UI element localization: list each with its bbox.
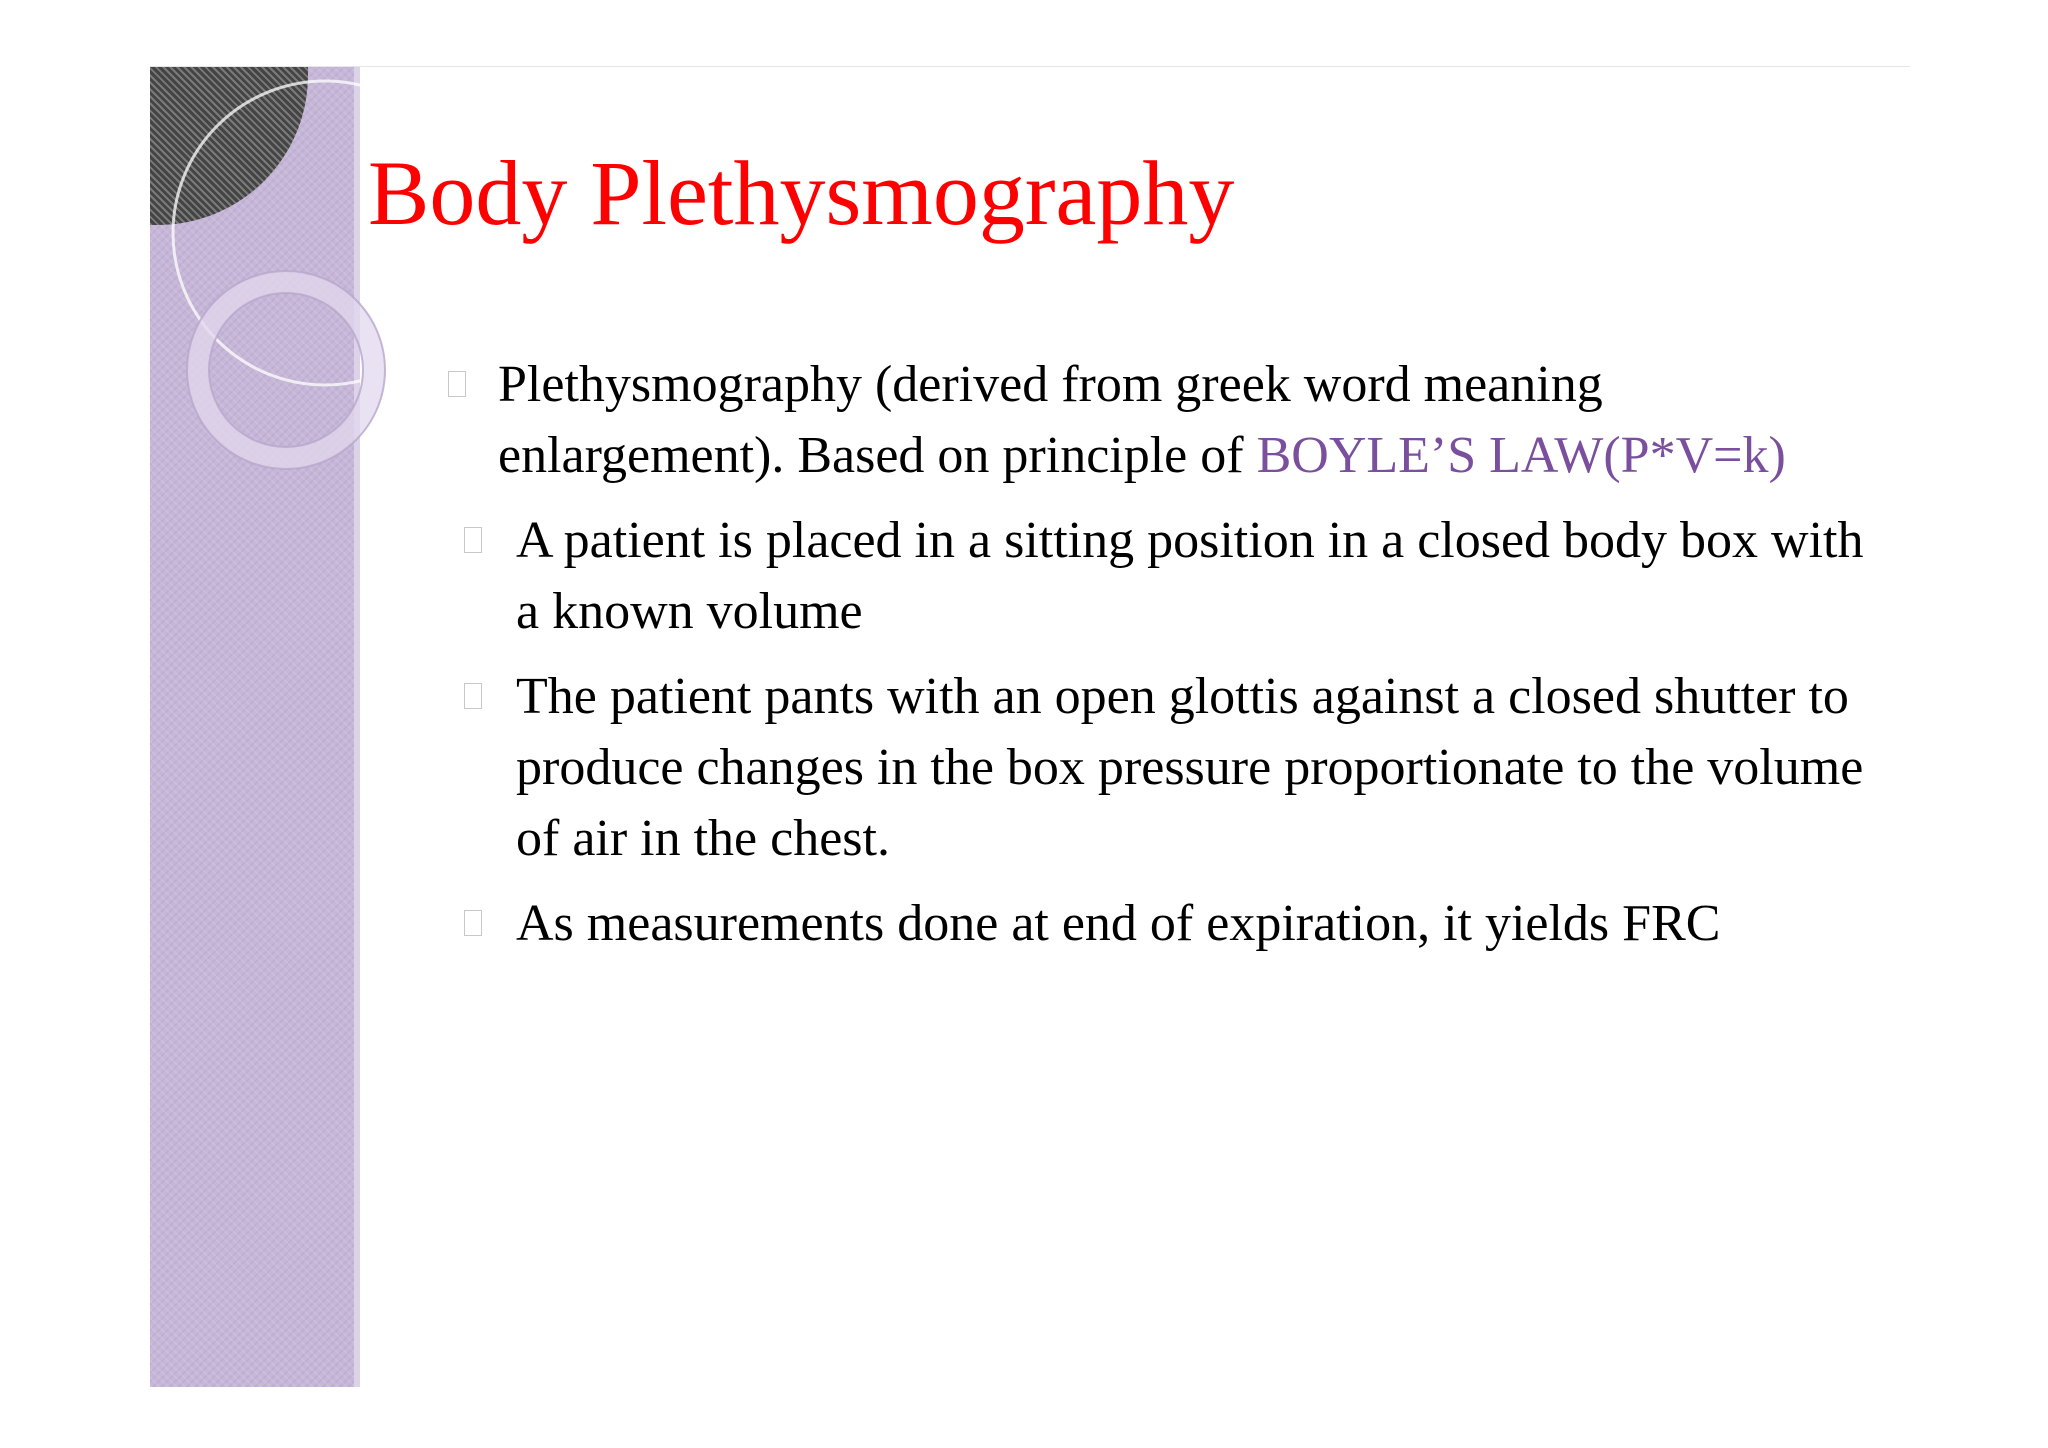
bullet-item <box>446 661 1886 874</box>
circle-rings-decoration <box>150 67 410 487</box>
bullet-text: The patient pants with an open glottis against a closed shutter to produce changes in the box pressure proportionate to the volume of air in the chest. <box>516 668 1864 867</box>
square-bullet-icon <box>464 683 482 709</box>
slide-title: Body Plethysmography <box>368 142 1235 244</box>
thick-ring-outline-icon <box>187 271 385 469</box>
boyles-law-highlight: BOYLE’S LAW(P*V=k) <box>1256 427 1786 484</box>
slide <box>150 66 1910 1387</box>
bullet-text: As measurements done at end of expiration, it yields FRC <box>516 895 1721 952</box>
thick-ring-icon <box>198 282 374 458</box>
bullet-item <box>446 888 1886 959</box>
thick-ring-inner-outline-icon <box>209 293 363 447</box>
square-bullet-icon <box>448 371 466 397</box>
bullet-item <box>446 349 1886 491</box>
bullet-text <box>498 349 1886 491</box>
bullet-text: A patient is placed in a sitting position in a closed body box with a known volume <box>516 512 1864 640</box>
square-bullet-icon <box>464 910 482 936</box>
bullet-list <box>446 349 1886 959</box>
square-bullet-icon <box>464 527 482 553</box>
bullet-text-plain: Plethysmography (derived from greek word meaning enlargement). Based on principle of <box>498 356 1603 484</box>
bullet-item <box>446 505 1886 647</box>
